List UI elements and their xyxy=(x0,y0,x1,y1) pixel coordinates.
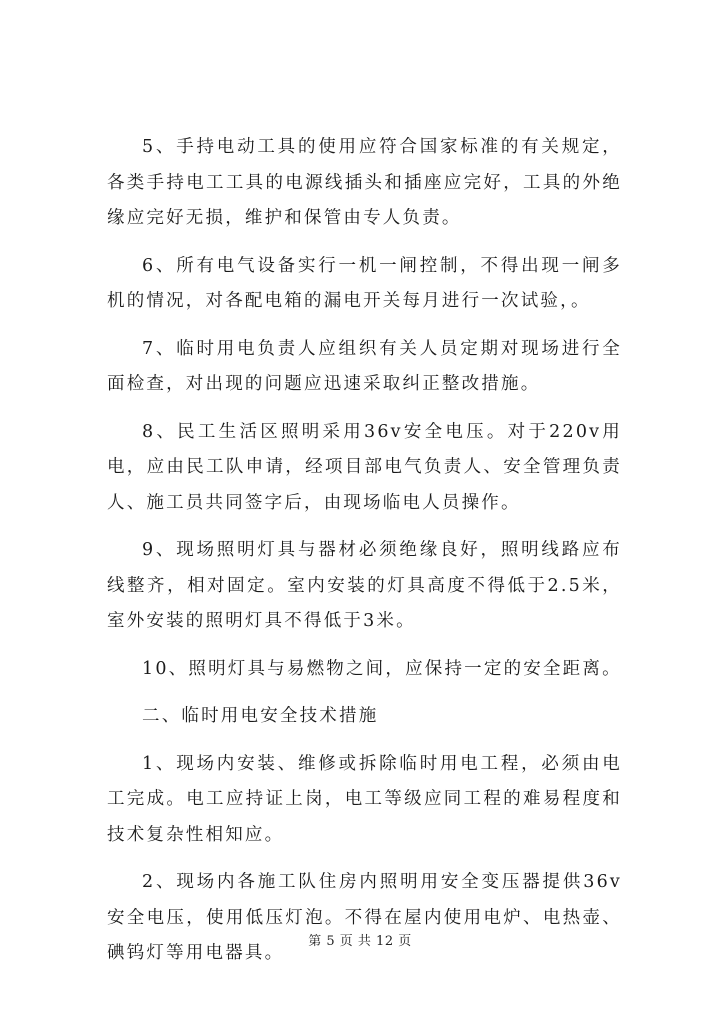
paragraph-item-6: 6、所有电气设备实行一机一闸控制，不得出现一闸多机的情况，对各配电箱的漏电开关每月进行一次试验，。 xyxy=(107,255,622,311)
paragraph-item-10: 10、照明灯具与易燃物之间，应保持一定的安全距离。 xyxy=(142,658,622,679)
section-heading: 二、临时用电安全技术措施 xyxy=(142,706,379,726)
page-number-footer: 第 5 页 共 12 页 xyxy=(308,934,412,949)
paragraph-item-5: 5、手持电动工具的使用应符合国家标准的有关规定，各类手持电工工具的电源线插头和插座应完好，工具的外绝缘应完好无损，维护和保管由专人负责。 xyxy=(107,137,622,228)
paragraph-item-2: 2、现场内各施工队住房内照明用安全变压器提供36v安全电压，使用低压灯泡。不得在屋内使用电炉、电热壶、碘钨灯等用电器具。 xyxy=(107,872,622,963)
paragraph-item-7: 7、临时用电负责人应组织有关人员定期对现场进行全面检查，对出现的问题应迅速采取纠正整改措施。 xyxy=(107,338,622,394)
document-body xyxy=(107,130,622,984)
paragraph-item-9: 9、现场照明灯具与器材必须绝缘良好，照明线路应布线整齐，相对固定。室内安装的灯具高度不得低于2.5米，室外安装的照明灯具不得低于3米。 xyxy=(107,540,622,631)
paragraph-item-1: 1、现场内安装、维修或拆除临时用电工程，必须由电工完成。电工应持证上岗，电工等级应同工程的难易程度和技术复杂性相知应。 xyxy=(107,753,622,845)
paragraph-item-8: 8、民工生活区照明采用36v安全电压。对于220v用电，应由民工队申请，经项目部电气负责人、安全管理负责人、施工员共同签字后，由现场临电人员操作。 xyxy=(107,421,622,513)
